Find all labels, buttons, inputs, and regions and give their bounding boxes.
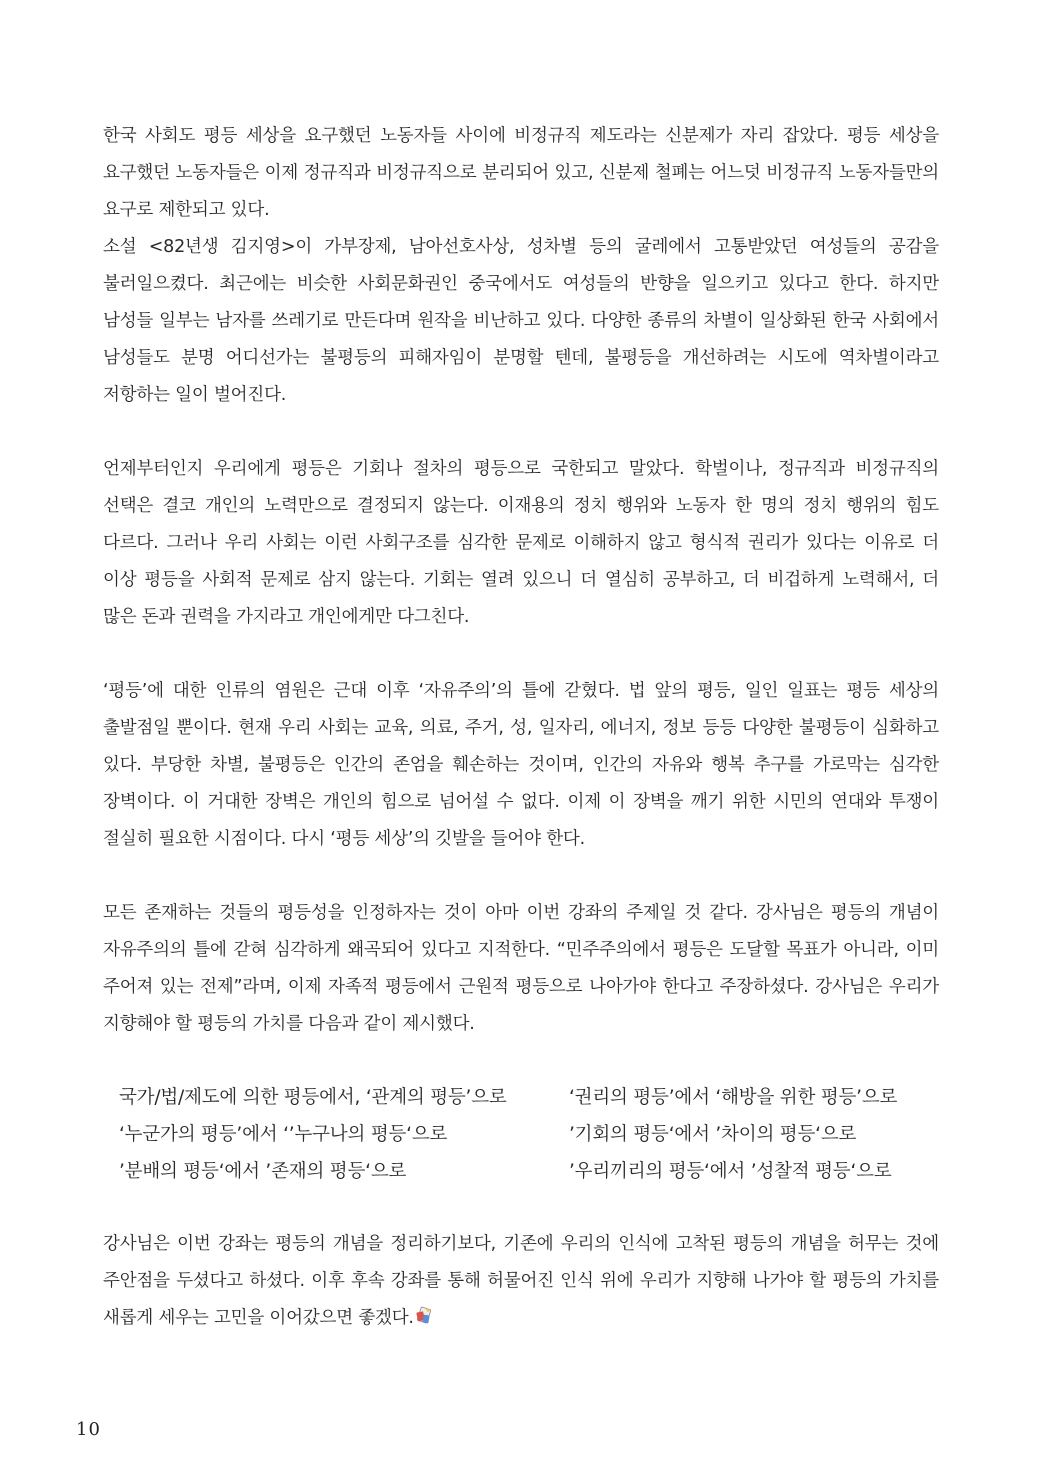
closing-paragraph bbox=[103, 1226, 939, 1337]
book-sticker-icon bbox=[416, 1303, 432, 1323]
equality-values-list bbox=[103, 1079, 939, 1190]
article-body bbox=[103, 118, 939, 1337]
value-item: ‘누군가의 평등’에서 ‘’누구나의 평등‘으로 bbox=[119, 1124, 448, 1145]
paragraph-2: 소설 <82년생 김지영>이 가부장제, 남아선호사상, 성차별 등의 굴레에서 고통받았던 여성들의 공감을 불러일으켰다. 최근에는 비슷한 사회문화권인 중국에서도 여성들의 반향을 일으키고 있다고 한다. 하지만 남성들 일부는 남자를 쓰레기로 만든다며 원작을 비난하고 있다. 다양한 종류의 차별이 일상화된 한국 사회에서 남성들도 분명 어디선가는 불평등의 피해자임이 분명할 텐데, 불평등을 개선하려는 시도에 역차별이라고 저항하는 일이 벌어진다. bbox=[103, 237, 939, 405]
value-item: ’우리끼리의 평등‘에서 ’성찰적 평등‘으로 bbox=[569, 1161, 892, 1182]
paragraph-5: 모든 존재하는 것들의 평등성을 인정하자는 것이 아마 이번 강좌의 주제일 것 같다. 강사님은 평등의 개념이 자유주의의 틀에 갇혀 심각하게 왜곡되어 있다고 지적한다. “민주주의에서 평등은 도달할 목표가 아니라, 이미 주어져 있는 전제”라며, 이제 자족적 평등에서 근원적 평등으로 나아가야 한다고 주장하셨다. 강사님은 우리가 지향해야 할 평등의 가치를 다음과 같이 제시했다. bbox=[103, 903, 939, 1034]
page-number: 10 bbox=[76, 1419, 101, 1440]
paragraph-4: ‘평등’에 대한 인류의 염원은 근대 이후 ‘자유주의’의 틀에 갇혔다. 법 앞의 평등, 일인 일표는 평등 세상의 출발점일 뿐이다. 현재 우리 사회는 교육, 의료, 주거, 성, 일자리, 에너지, 정보 등등 다양한 불평등이 심화하고 있다. 부당한 차별, 불평등은 인간의 존엄을 훼손하는 것이며, 인간의 자유와 행복 추구를 가로막는 심각한 장벽이다. 이 거대한 장벽은 개인의 힘으로 넘어설 수 없다. 이제 이 장벽을 깨기 위한 시민의 연대와 투쟁이 절실히 필요한 시점이다. 다시 ‘평등 세상’의 깃발을 들어야 한다. bbox=[103, 681, 939, 849]
value-item: ‘권리의 평등’에서 ‘해방을 위한 평등’으로 bbox=[569, 1087, 898, 1108]
value-item: ’기회의 평등‘에서 ’차이의 평등‘으로 bbox=[569, 1124, 857, 1145]
value-item: 국가/법/제도에 의한 평등에서, ‘관계의 평등’으로 bbox=[119, 1087, 507, 1108]
closing-text: 강사님은 이번 강좌는 평등의 개념을 정리하기보다, 기존에 우리의 인식에 고착된 평등의 개념을 허무는 것에 주안점을 두셨다고 하셨다. 이후 후속 강좌를 통해 허물어진 인식 위에 우리가 지향해 나가야 할 평등의 가치를 새롭게 세우는 고민을 이어갔으면 좋겠다. bbox=[103, 1234, 939, 1328]
paragraph-1: 한국 사회도 평등 세상을 요구했던 노동자들 사이에 비정규직 제도라는 신분제가 자리 잡았다. 평등 세상을 요구했던 노동자들은 이제 정규직과 비정규직으로 분리되어 있고, 신분제 철폐는 어느덧 비정규직 노동자들만의 요구로 제한되고 있다. bbox=[103, 126, 939, 220]
paragraph-3: 언제부터인지 우리에게 평등은 기회나 절차의 평등으로 국한되고 말았다. 학벌이나, 정규직과 비정규직의 선택은 결코 개인의 노력만으로 결정되지 않는다. 이재용의 정치 행위와 노동자 한 명의 정치 행위의 힘도 다르다. 그러나 우리 사회는 이런 사회구조를 심각한 문제로 이해하지 않고 형식적 권리가 있다는 이유로 더 이상 평등을 사회적 문제로 삼지 않는다. 기회는 열려 있으니 더 열심히 공부하고, 더 비겁하게 노력해서, 더 많은 돈과 권력을 가지라고 개인에게만 다그친다. bbox=[103, 459, 939, 627]
value-item: ’분배의 평등‘에서 ’존재의 평등‘으로 bbox=[119, 1161, 407, 1182]
